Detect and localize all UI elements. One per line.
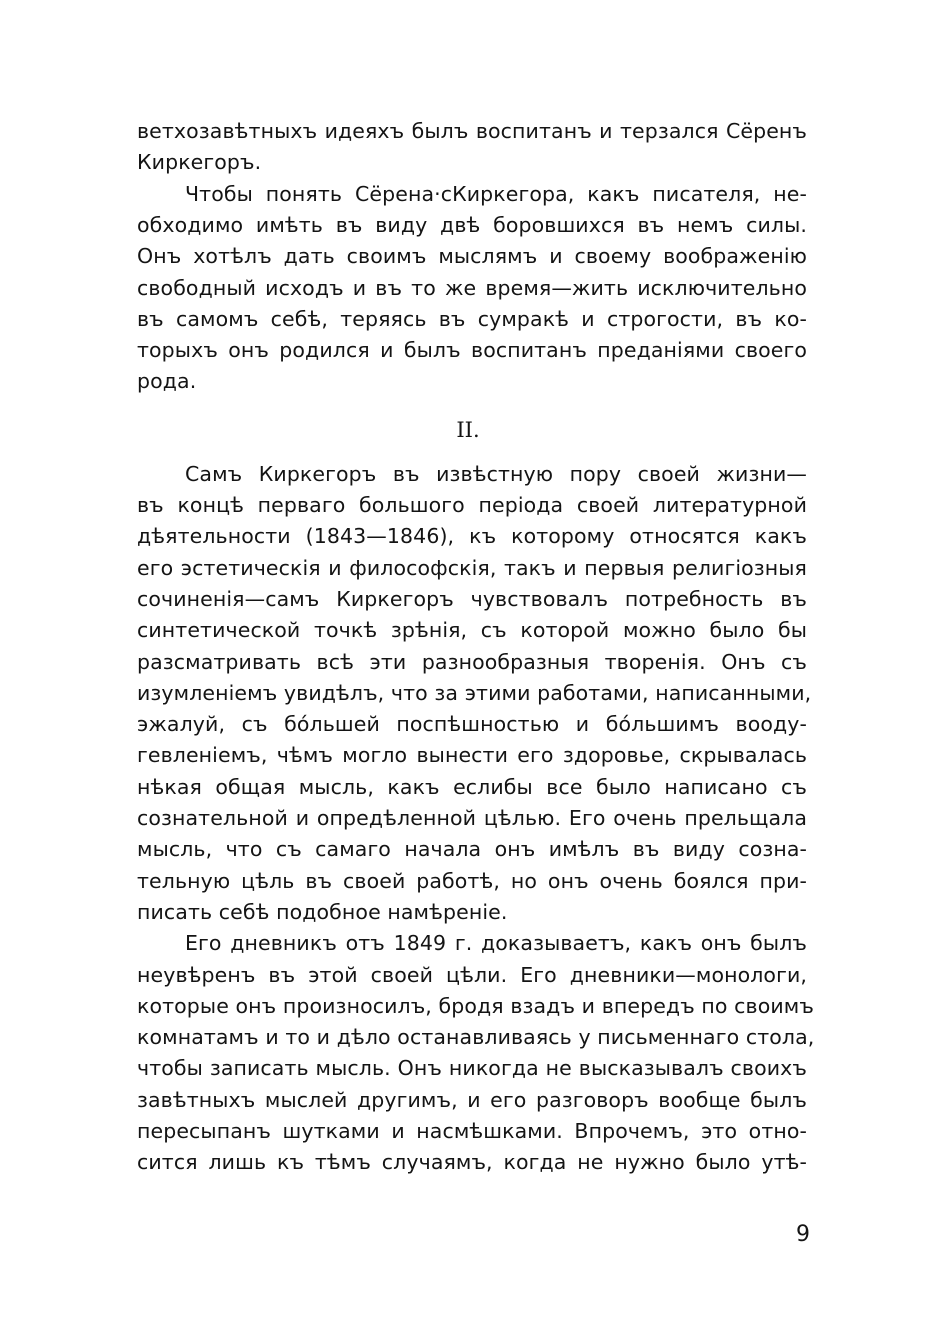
text-line: синтетической точкѣ зрѣнія, съ которой можно было бы <box>137 618 807 642</box>
text-line: сится лишь къ тѣмъ случаямъ, когда не нужно было утѣ- <box>137 1150 807 1174</box>
text-line: Его дневникъ отъ 1849 г. доказываетъ, какъ онъ былъ <box>185 931 807 955</box>
text-line: писать себѣ подобное намѣреніе. <box>137 900 508 924</box>
text-line: Онъ хотѣлъ дать своимъ мыслямъ и своему воображенію <box>137 244 807 268</box>
text-line: Самъ Киркегоръ въ извѣстную пору своей жизни— <box>185 462 807 486</box>
text-line: торыхъ онъ родился и былъ воспитанъ преданіями своего <box>137 338 807 362</box>
text-line: сочиненія—самъ Киркегоръ чувствовалъ потребность въ <box>137 587 807 611</box>
text-line: обходимо имѣть въ виду двѣ боровшихся въ немъ силы. <box>137 213 807 237</box>
text-line: дѣятельности (1843—1846), къ которому относятся какъ <box>137 524 807 548</box>
text-line: въ самомъ себѣ, теряясь въ сумракѣ и строгости, въ ко- <box>137 307 807 331</box>
text-line: нѣкая общая мысль, какъ еслибы все было написано съ <box>137 775 807 799</box>
text-line: эжалуй, съ бо́льшей поспѣшностью и бо́льшимъ вооду- <box>137 712 807 736</box>
page-number: 9 <box>796 1222 810 1247</box>
text-line: разсматривать всѣ эти разнообразныя творенія. Онъ съ <box>137 650 807 674</box>
text-line: тельную цѣль въ своей работѣ, но онъ очень боялся при- <box>137 869 807 893</box>
text-line: сознательной и опредѣленной цѣлью. Его очень прельщала <box>137 806 807 830</box>
text-line: завѣтныхъ мыслей другимъ, и его разговоръ вообще былъ <box>137 1088 807 1112</box>
text-line: пересыпанъ шутками и насмѣшками. Впрочемъ, это отно- <box>137 1119 807 1143</box>
text-line: въ концѣ перваго большого періода своей литературной <box>137 493 807 517</box>
text-line: комнатамъ и то и дѣло останавливаясь у письменнаго стола, <box>137 1025 815 1049</box>
text-line: рода. <box>137 369 197 393</box>
text-line: ветхозавѣтныхъ идеяхъ былъ воспитанъ и терзался Сёренъ <box>137 119 807 143</box>
text-line: Киркегоръ. <box>137 150 262 174</box>
text-line: изумленіемъ увидѣлъ, что за этими работами, написанными, <box>137 681 812 705</box>
text-line: гевленіемъ, чѣмъ могло вынести его здоровье, скрывалась <box>137 743 807 767</box>
text-line: чтобы записать мысль. Онъ никогда не высказывалъ своихъ <box>137 1056 807 1080</box>
text-line: мысль, что съ самаго начала онъ имѣлъ въ виду созна- <box>137 837 807 861</box>
section-heading: II. <box>456 418 480 442</box>
text-line: его эстетическія и философскія, такъ и первыя религіозныя <box>137 556 807 580</box>
text-line: Чтобы понять Сёрена·сКиркегора, какъ писателя, не- <box>185 182 807 206</box>
text-line: свободный исходъ и въ то же время—жить исключительно <box>137 276 807 300</box>
text-line: неувѣренъ въ этой своей цѣли. Его дневники—монологи, <box>137 963 807 987</box>
text-line: которые онъ произносилъ, бродя взадъ и впередъ по своимъ <box>137 994 814 1018</box>
